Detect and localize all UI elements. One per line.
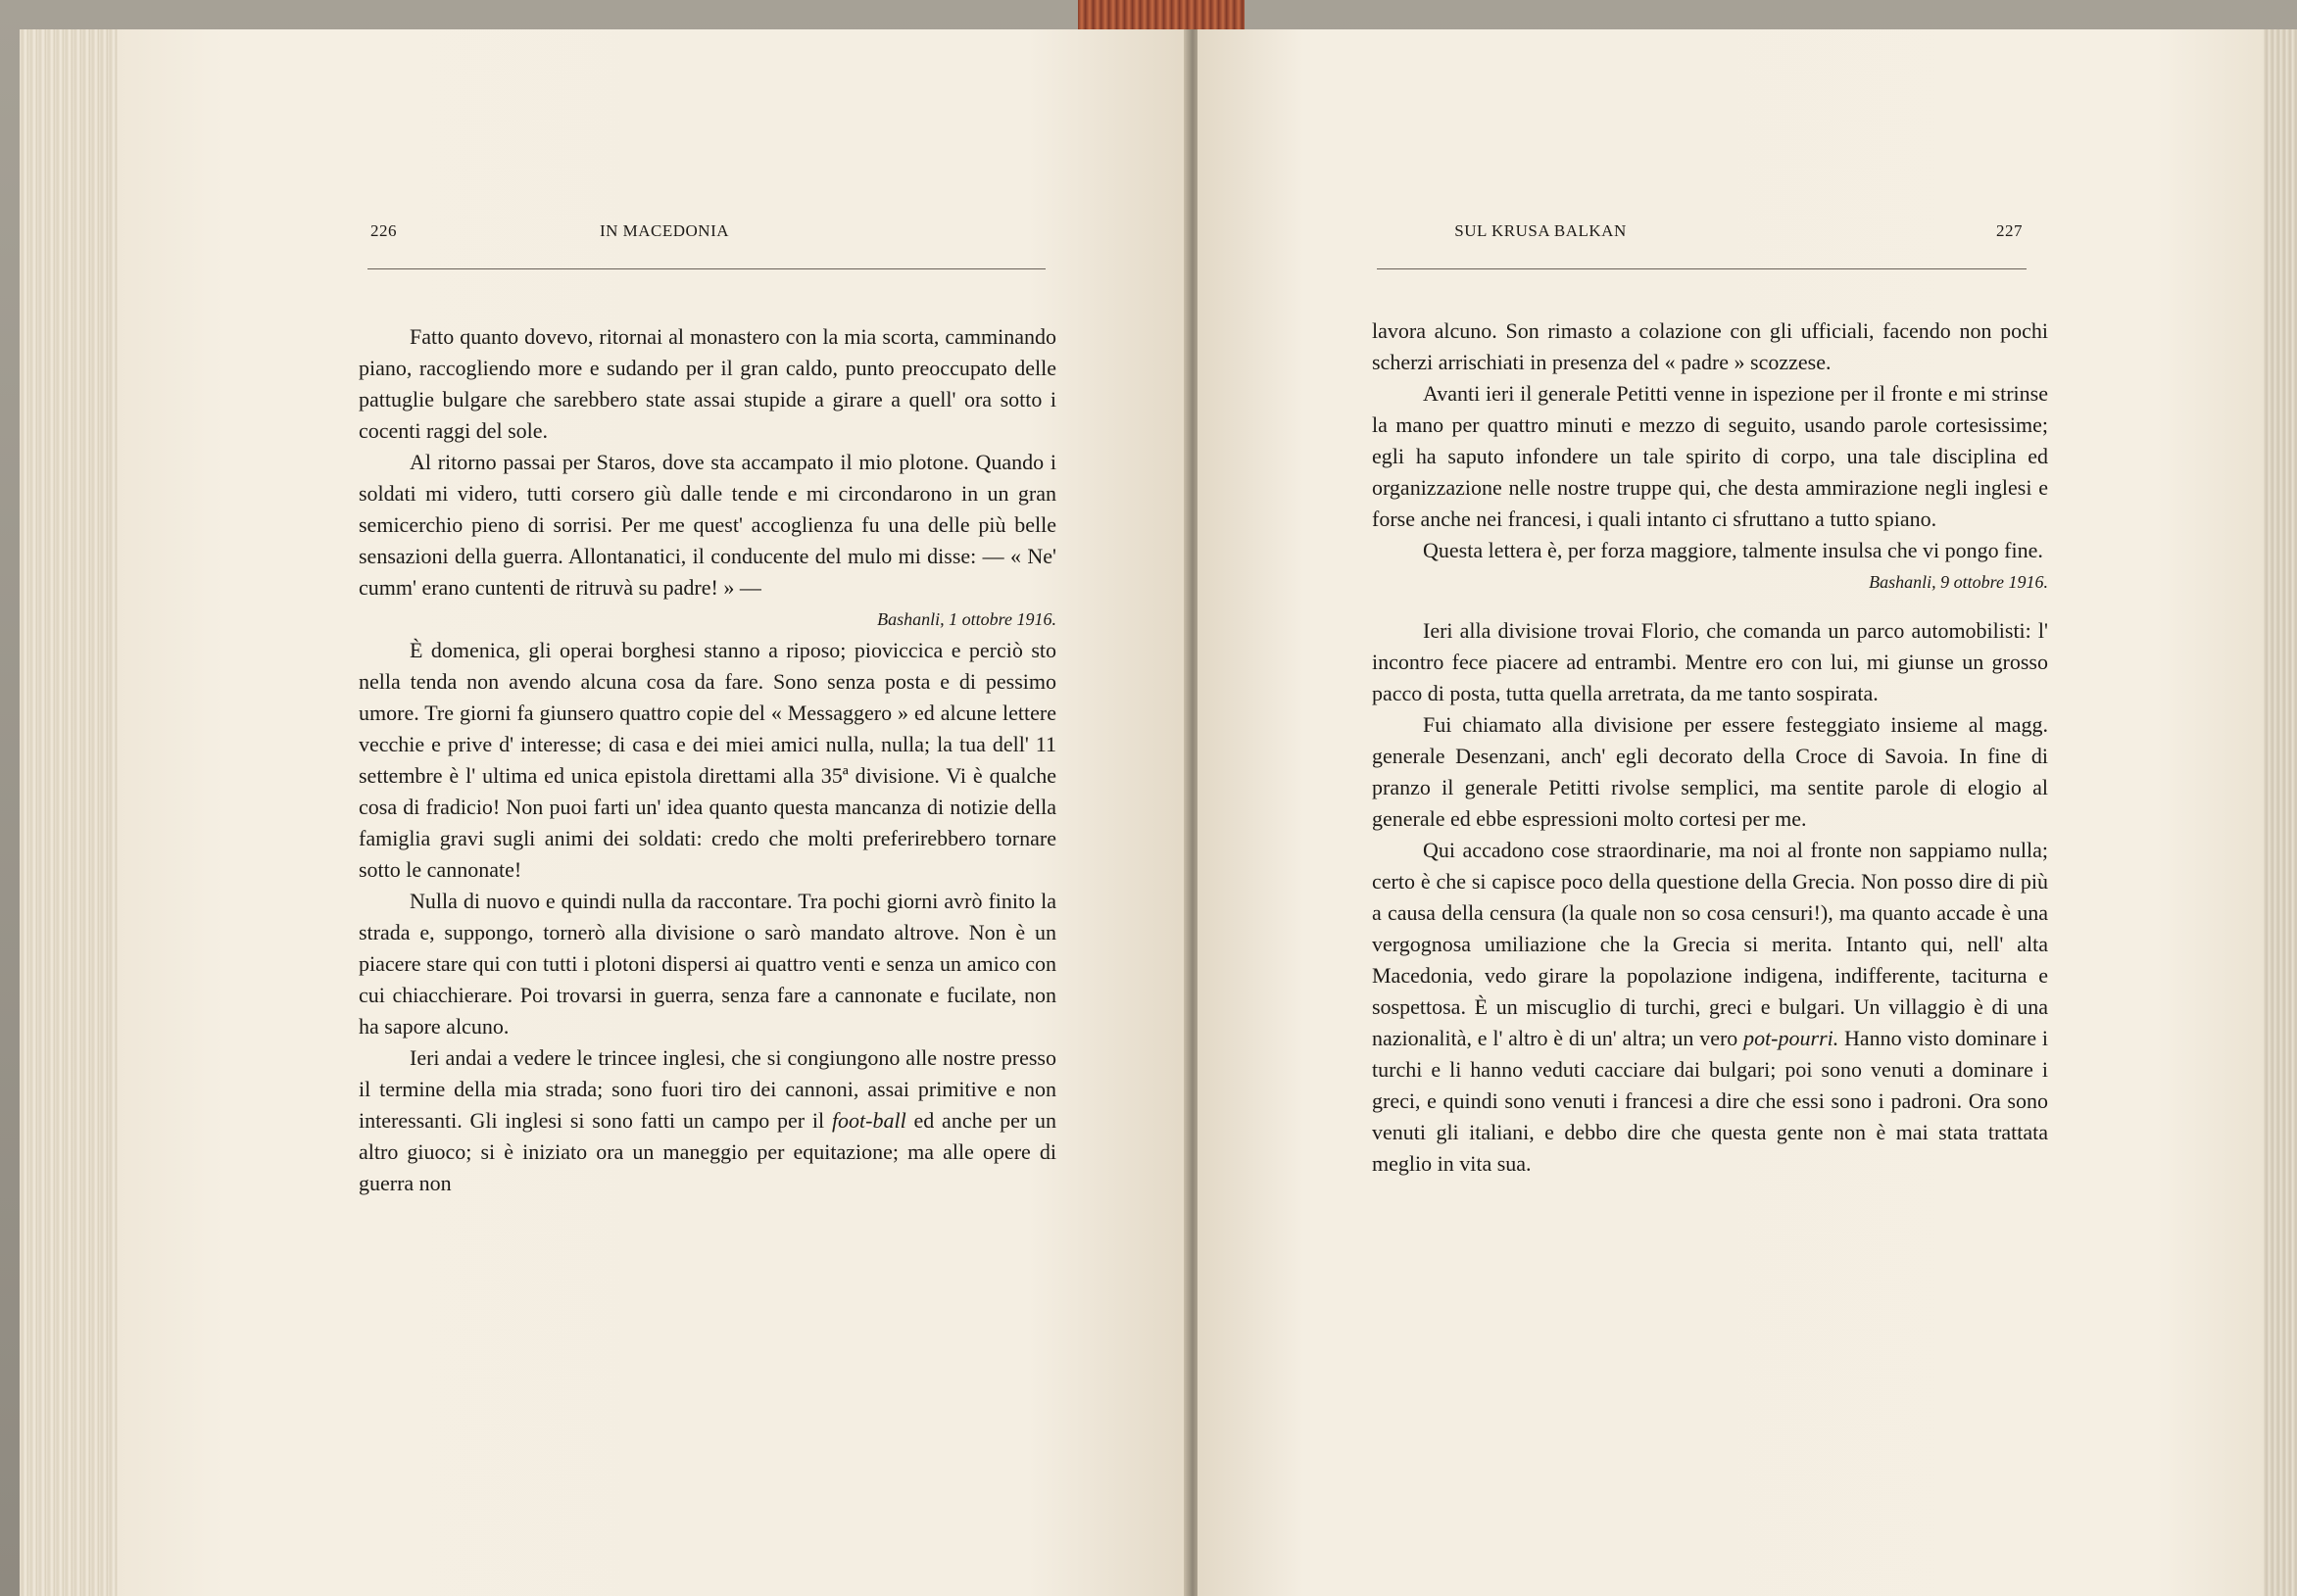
- page-edges-left: [20, 29, 132, 1596]
- right-page: [1197, 29, 2264, 1596]
- page-number-right: 227: [1996, 221, 2023, 240]
- paragraph: Questa lettera è, per forza maggiore, talmente insulsa che vi pongo fine.: [1423, 538, 2043, 562]
- text-block-left: [359, 321, 1056, 1199]
- paragraph: Al ritorno passai per Staros, dove sta accampato il mio plotone. Quando i soldati mi videro, tutti corsero giù dalle tende e mi circondarono in un gran semicerchio pieno di sorrisi. Per me quest' accoglienza fu una delle più belle sensazioni della guerra. Allontanatici, il conducente del mulo mi disse: — « Ne' cumm' erano cuntenti de ritruvà su padre! » —: [359, 450, 1056, 600]
- head-rule-left: [367, 268, 1046, 269]
- page-edges-right: [2264, 29, 2297, 1596]
- left-page: [118, 29, 1188, 1596]
- text-block-right: [1372, 315, 2048, 1180]
- running-head-left: IN MACEDONIA: [599, 221, 730, 240]
- text-run: ed anche per un altro giuoco; si è iniziato ora un maneggio per equitazione; ma alle opere di guerra non: [359, 1108, 1057, 1195]
- paragraph: Avanti ieri il generale Petitti venne in ispezione per il fronte e mi strinse la mano per quattro minuti e mezzo di seguito, usando parole cortesissime; egli ha saputo infondere un tale spirito di corpo, una tale disciplina ed organizzazione nelle nostre truppe qui, che desta ammirazione negli inglesi e forse anche nei francesi, i quali intanto ci sfruttano a tutto spiano.: [1372, 381, 2048, 531]
- text-run: Hanno visto dominare i turchi e li hanno veduti cacciare dai bulgari; poi sono venuti a dominare i greci, e quindi sono venuti i francesi a dire che essi sono i padroni. Ora sono venuti gli italiani, e debbo dire che questa gente non è mai stata trattata meglio in vita sua.: [1372, 1026, 2048, 1176]
- page-number-left: 226: [370, 221, 397, 240]
- running-head-right: SUL KRUSA BALKAN: [1454, 221, 1627, 240]
- paragraph: Ieri alla divisione trovai Florio, che comanda un parco automobilisti: l' incontro fece piacere ad entrambi. Mentre ero con lui, mi giunse un grosso pacco di posta, tutta quella arretrata, da me tanto sospirata.: [1372, 618, 2048, 705]
- paragraph: È domenica, gli operai borghesi stanno a riposo; pioviccica e perciò sto nella tenda non avendo alcuna cosa da fare. Sono senza posta e di pessimo umore. Tre giorni fa giunsero quattro copie del « Messaggero » ed alcune lettere vecchie e prive d' interesse; di casa e dei miei amici nulla, nulla; la tua dell' 11 settembre è l' ultima ed unica epistola direttami alla 35ª divisione. Vi è qualche cosa di fradicio! Non puoi farti un' idea quanto questa mancanza di notizie della famiglia gravi sugli animi dei soldati: credo che molti preferirebbero tornare sotto le cannonate!: [359, 638, 1056, 882]
- dateline: Bashanli, 1 ottobre 1916.: [877, 609, 1056, 629]
- paragraph: Fatto quanto dovevo, ritornai al monastero con la mia scorta, camminando piano, raccogliendo more e sudando per il gran caldo, punto preoccupato delle pattuglie bulgare che sarebbero state assai stupide a girare a quell' ora sotto i cocenti raggi del sole.: [359, 324, 1056, 443]
- italic-term: pot-pourri.: [1743, 1026, 1839, 1050]
- binding-cloth: [1078, 0, 1245, 29]
- paragraph: [359, 1042, 1056, 1199]
- dateline: Bashanli, 9 ottobre 1916.: [1869, 572, 2048, 592]
- text-run: Ieri andai a vedere le trincee inglesi, che si congiungono alle nostre presso il termine della mia strada; sono fuori tiro dei cannoni, assai primitive e non interessanti. Gli inglesi si sono fatti un campo per il: [359, 1045, 1056, 1133]
- text-run: Qui accadono cose straordinarie, ma noi al fronte non sappiamo nulla; certo è che si capisce poco della questione della Grecia. Non posso dire di più a causa della censura (la quale non so cosa censuri!), ma quanto accade è una vergognosa umiliazione che la Grecia si merita. Intanto qui, nell' alta Macedonia, vedo girare la popolazione indigena, indifferente, taciturna e sospettosa. È un miscuglio di turchi, greci e bulgari. Un villaggio è di una nazionalità, e l' altro è di un' altra; un vero: [1372, 838, 2048, 1050]
- paragraph: lavora alcuno. Son rimasto a colazione con gli ufficiali, facendo non pochi scherzi arrischiati in presenza del « padre » scozzese.: [1372, 318, 2048, 374]
- paragraph: Nulla di nuovo e quindi nulla da raccontare. Tra pochi giorni avrò finito la strada e, suppongo, tornerò alla divisione o sarò mandato altrove. Non è un piacere stare qui con tutti i plotoni dispersi ai quattro venti e senza un amico con cui chiacchierare. Poi trovarsi in guerra, senza fare a cannonate e fucilate, non ha sapore alcuno.: [359, 889, 1056, 1039]
- paragraph: [1372, 835, 2048, 1180]
- paragraph: Fui chiamato alla divisione per essere festeggiato insieme al magg. generale Desenzani, anch' egli decorato della Croce di Savoia. In fine di pranzo il generale Petitti rivolse semplici, ma sentite parole di elogio al generale ed ebbe espressioni molto cortesi per me.: [1372, 712, 2048, 831]
- italic-term: foot-ball: [831, 1108, 906, 1133]
- head-rule-right: [1377, 268, 2027, 269]
